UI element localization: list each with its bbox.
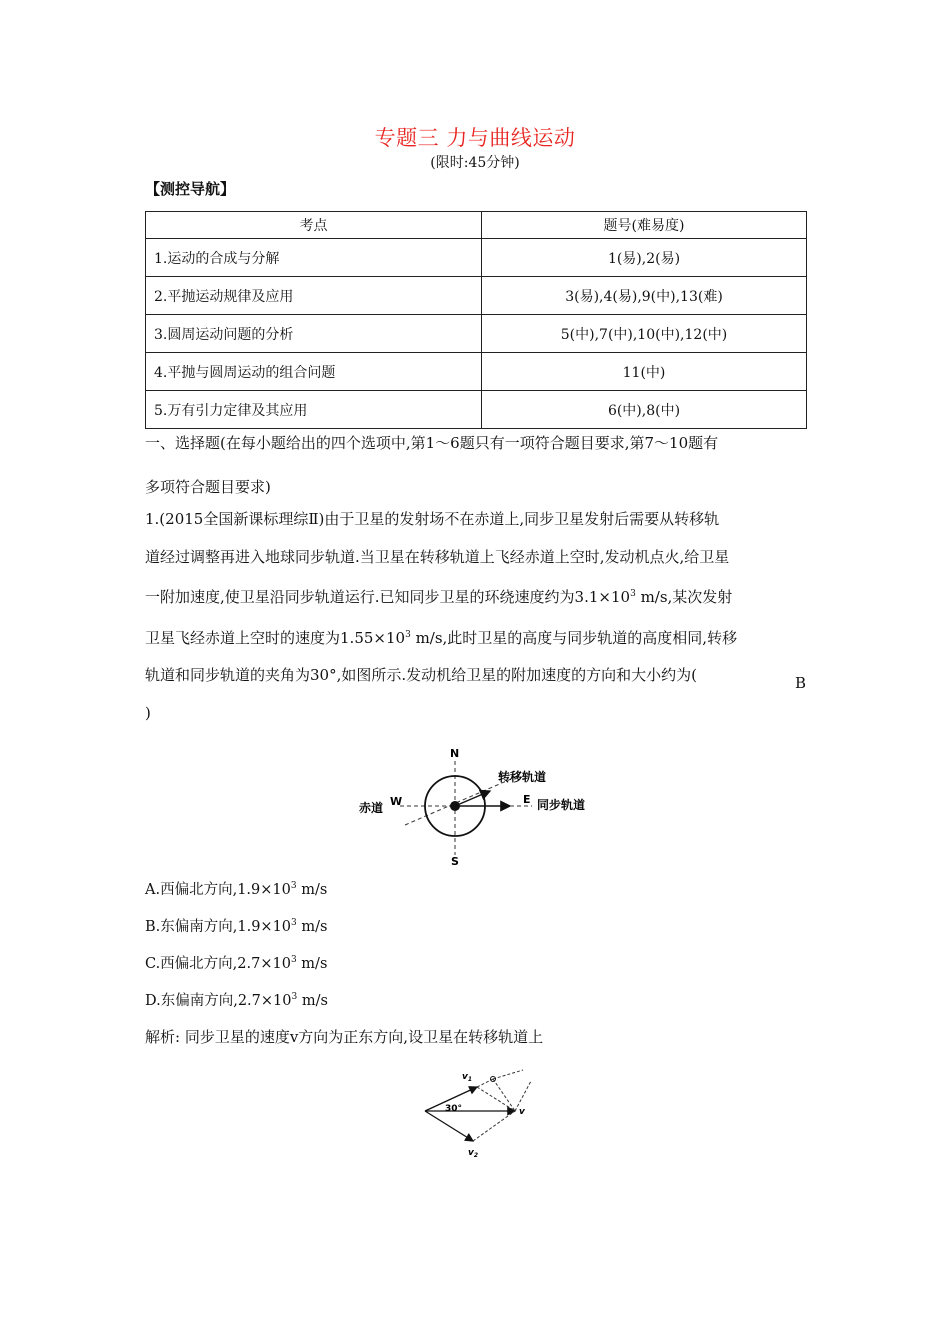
parallel-line-3 bbox=[493, 1070, 523, 1079]
west-label: W bbox=[390, 795, 403, 808]
question-line: 卫星飞经赤道上空时的速度为$1.55\times 10^3$ m/s,此时卫星的高度与同步轨道的高度相同,转移 bbox=[145, 628, 738, 647]
equator-label: 赤道 bbox=[359, 801, 384, 815]
question-1 bbox=[145, 501, 810, 732]
table-cell: 11(中) bbox=[482, 353, 807, 391]
analysis-text: 解析: 同步卫星的速度v方向为正东方向,设卫星在转移轨道上 bbox=[145, 1028, 544, 1046]
angle-label: 30° bbox=[445, 1104, 463, 1114]
orbit-diagram bbox=[350, 745, 610, 865]
option-d: D.东偏南方向$,2.7\times 10^3$ m/s bbox=[145, 992, 328, 1009]
answer-letter: B bbox=[795, 674, 807, 692]
question-line: 轨道和同步轨道的夹角为30°,如图所示.发动机给卫星的附加速度的方向和大小约为( bbox=[145, 666, 697, 684]
instruction-line: 一、选择题(在每小题给出的四个选项中,第1～6题只有一项符合题目要求,第7～10题有 bbox=[145, 434, 719, 452]
table-row bbox=[146, 391, 807, 429]
table-cell: 6(中),8(中) bbox=[482, 391, 807, 429]
instruction-line: 多项符合题目要求) bbox=[145, 478, 271, 496]
table-header-row bbox=[146, 212, 807, 239]
table-cell: 5.万有引力定律及其应用 bbox=[146, 391, 482, 429]
table-header: 考点 bbox=[146, 212, 482, 239]
section-instructions bbox=[145, 424, 810, 506]
table-cell: 4.平抛与圆周运动的组合问题 bbox=[146, 353, 482, 391]
table-cell: 5(中),7(中),10(中),12(中) bbox=[482, 315, 807, 353]
table-row bbox=[146, 353, 807, 391]
vector-diagram bbox=[415, 1065, 545, 1160]
table-cell: 1(易),2(易) bbox=[482, 239, 807, 277]
table-row bbox=[146, 277, 807, 315]
table-cell: 2.平抛运动规律及应用 bbox=[146, 277, 482, 315]
option-c: C.西偏北方向$,2.7\times 10^3$ m/s bbox=[145, 955, 328, 972]
sync-orbit-label: 同步轨道 bbox=[537, 798, 586, 812]
question-line: ) bbox=[145, 703, 151, 722]
table-row bbox=[146, 315, 807, 353]
time-limit: (限时:45分钟) bbox=[430, 155, 520, 171]
table-cell: 3(易),4(易),9(中),13(难) bbox=[482, 277, 807, 315]
table-cell: 3.圆周运动问题的分析 bbox=[146, 315, 482, 353]
topic-table bbox=[145, 211, 807, 429]
north-label: N bbox=[450, 747, 460, 760]
parallel-line-2 bbox=[473, 1111, 515, 1141]
transfer-orbit-label: 转移轨道 bbox=[498, 770, 547, 784]
table-row bbox=[146, 239, 807, 277]
page-title: 专题三 力与曲线运动 bbox=[374, 126, 576, 150]
v2-vector bbox=[425, 1111, 473, 1141]
question-line: 一附加速度,使卫星沿同步轨道运行.已知同步卫星的环绕速度约为$3.1\times 10^3$ m/s,某次发射 bbox=[145, 588, 733, 606]
table-cell: 1.运动的合成与分解 bbox=[146, 239, 482, 277]
v2-label: $v_2$ bbox=[468, 1148, 479, 1159]
section-label: 【测控导航】 bbox=[145, 180, 236, 198]
east-label: E bbox=[523, 793, 531, 806]
question-line: 道经过调整再进入地球同步轨道.当卫星在转移轨道上飞经赤道上空时,发动机点火,给卫星 bbox=[145, 547, 730, 566]
question-line: 1.(2015全国新课标理综Ⅱ)由于卫星的发射场不在赤道上,同步卫星发射后需要从转移轨 bbox=[145, 510, 720, 528]
table-header: 题号(难易度) bbox=[482, 212, 807, 239]
v-label: v bbox=[519, 1107, 525, 1117]
parallel-line-1 bbox=[477, 1087, 515, 1111]
option-b: B.东偏南方向$,1.9\times 10^3$ m/s bbox=[145, 918, 328, 935]
v1-label: $v_1$ bbox=[462, 1072, 473, 1083]
perpendicular-line bbox=[493, 1079, 515, 1111]
south-label: S bbox=[451, 855, 459, 865]
option-a: A.西偏北方向$,1.9\times 10^3$ m/s bbox=[145, 881, 328, 898]
